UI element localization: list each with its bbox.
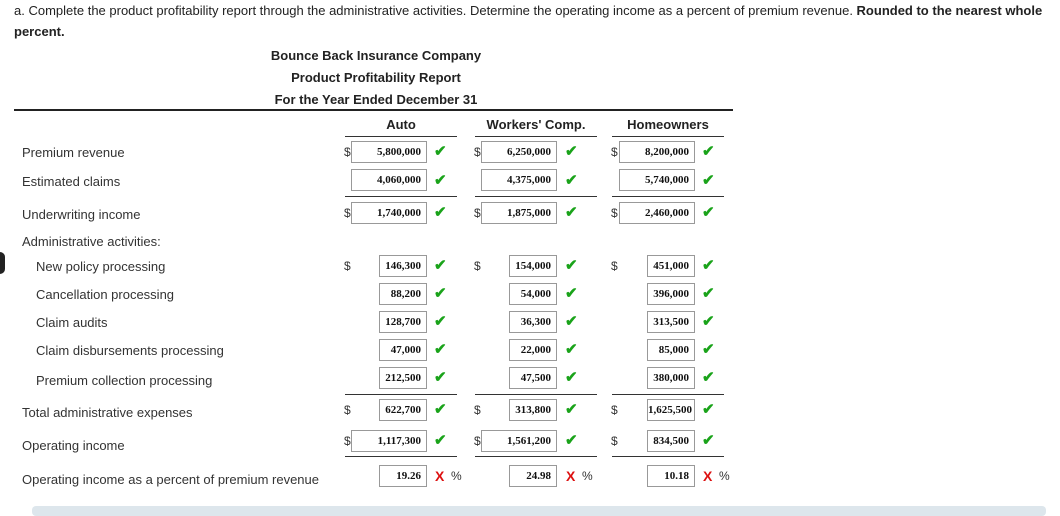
- dollar-sign: $: [611, 206, 618, 220]
- check-icon: ✔: [565, 401, 578, 418]
- check-icon: ✔: [565, 143, 578, 160]
- check-icon: ✔: [565, 313, 578, 330]
- dollar-sign: $: [611, 403, 618, 417]
- check-icon: ✔: [565, 432, 578, 449]
- total-rule: [475, 456, 597, 457]
- dollar-sign: $: [474, 434, 481, 448]
- new-policy-processing-homeowners-input[interactable]: 451,000: [647, 255, 695, 277]
- col-head-homeowners: Homeowners: [627, 117, 709, 132]
- operating-income-workers-comp-input[interactable]: 1,561,200: [481, 430, 557, 452]
- feedback-panel-edge: [32, 506, 1046, 516]
- header-rule: [14, 109, 733, 111]
- check-icon: ✔: [565, 257, 578, 274]
- estimated-claims-workers-comp-input[interactable]: 4,375,000: [481, 169, 557, 191]
- check-icon: ✔: [702, 204, 715, 221]
- dollar-sign: $: [611, 259, 618, 273]
- row-label-cancellation-processing: Cancellation processing: [36, 287, 175, 302]
- subtotal-rule: [612, 394, 724, 395]
- underwriting-income-workers-comp-input[interactable]: 1,875,000: [481, 202, 557, 224]
- question-bold: Rounded to the nearest whole percent.: [14, 3, 1043, 39]
- subtotal-rule: [475, 394, 597, 395]
- check-icon: ✔: [434, 313, 447, 330]
- dollar-sign: $: [474, 145, 481, 159]
- check-icon: ✔: [565, 341, 578, 358]
- cancellation-processing-workers-comp-input[interactable]: 54,000: [509, 283, 557, 305]
- dollar-sign: $: [344, 259, 351, 273]
- operating-income-homeowners-input[interactable]: 834,500: [647, 430, 695, 452]
- dollar-sign: $: [474, 403, 481, 417]
- dollar-sign: $: [474, 206, 481, 220]
- dollar-sign: $: [611, 434, 618, 448]
- report-title: Product Profitability Report: [291, 70, 461, 85]
- check-icon: ✔: [565, 172, 578, 189]
- claim-audits-homeowners-input[interactable]: 313,500: [647, 311, 695, 333]
- x-mark-icon: X: [703, 468, 713, 484]
- check-icon: ✔: [434, 341, 447, 358]
- estimated-claims-auto-input[interactable]: 4,060,000: [351, 169, 427, 191]
- new-policy-processing-workers-comp-input[interactable]: 154,000: [509, 255, 557, 277]
- operating-percent-workers-comp-input[interactable]: 24.98: [509, 465, 557, 487]
- percent-sign: %: [719, 469, 730, 483]
- premium-collection-auto-input[interactable]: 212,500: [379, 367, 427, 389]
- col-rule-auto: [345, 136, 457, 137]
- check-icon: ✔: [434, 257, 447, 274]
- total-admin-auto-input[interactable]: 622,700: [379, 399, 427, 421]
- percent-sign: %: [582, 469, 593, 483]
- check-icon: ✔: [434, 285, 447, 302]
- col-head-workers-comp: Workers' Comp.: [486, 117, 586, 132]
- claim-disbursements-workers-comp-input[interactable]: 22,000: [509, 339, 557, 361]
- dollar-sign: $: [344, 145, 351, 159]
- row-label-premium-revenue: Premium revenue: [22, 145, 125, 160]
- check-icon: ✔: [565, 369, 578, 386]
- premium-revenue-homeowners-input[interactable]: 8,200,000: [619, 141, 695, 163]
- col-head-auto: Auto: [386, 117, 416, 132]
- col-rule-workers-comp: [475, 136, 597, 137]
- subtotal-rule: [345, 394, 457, 395]
- check-icon: ✔: [702, 401, 715, 418]
- dollar-sign: $: [474, 259, 481, 273]
- row-label-total-administrative-expenses: Total administrative expenses: [22, 405, 193, 420]
- premium-collection-homeowners-input[interactable]: 380,000: [647, 367, 695, 389]
- section-heading-administrative-activities: Administrative activities:: [22, 234, 161, 249]
- dollar-sign: $: [344, 403, 351, 417]
- check-icon: ✔: [434, 401, 447, 418]
- percent-sign: %: [451, 469, 462, 483]
- premium-revenue-workers-comp-input[interactable]: 6,250,000: [481, 141, 557, 163]
- claim-disbursements-auto-input[interactable]: 47,000: [379, 339, 427, 361]
- check-icon: ✔: [702, 143, 715, 160]
- check-icon: ✔: [702, 285, 715, 302]
- dollar-sign: $: [344, 206, 351, 220]
- new-policy-processing-auto-input[interactable]: 146,300: [379, 255, 427, 277]
- total-rule: [345, 456, 457, 457]
- col-rule-homeowners: [612, 136, 724, 137]
- cancellation-processing-homeowners-input[interactable]: 396,000: [647, 283, 695, 305]
- check-icon: ✔: [565, 204, 578, 221]
- operating-income-auto-input[interactable]: 1,117,300: [351, 430, 427, 452]
- dollar-sign: $: [611, 145, 618, 159]
- check-icon: ✔: [702, 257, 715, 274]
- premium-collection-workers-comp-input[interactable]: 47,500: [509, 367, 557, 389]
- check-icon: ✔: [702, 432, 715, 449]
- row-label-estimated-claims: Estimated claims: [22, 174, 121, 189]
- premium-revenue-auto-input[interactable]: 5,800,000: [351, 141, 427, 163]
- row-label-claim-disbursements-processing: Claim disbursements processing: [36, 343, 224, 358]
- operating-percent-homeowners-input[interactable]: 10.18: [647, 465, 695, 487]
- row-label-new-policy-processing: New policy processing: [36, 259, 166, 274]
- cancellation-processing-auto-input[interactable]: 88,200: [379, 283, 427, 305]
- x-mark-icon: X: [435, 468, 445, 484]
- left-edge-tab: [0, 252, 5, 274]
- question-text: [14, 0, 1044, 42]
- check-icon: ✔: [702, 172, 715, 189]
- x-mark-icon: X: [566, 468, 576, 484]
- check-icon: ✔: [434, 172, 447, 189]
- report-period: For the Year Ended December 31: [274, 92, 478, 107]
- check-icon: ✔: [434, 432, 447, 449]
- total-admin-homeowners-input[interactable]: 1,625,500: [647, 399, 695, 421]
- underwriting-income-homeowners-input[interactable]: 2,460,000: [619, 202, 695, 224]
- row-label-claim-audits: Claim audits: [36, 315, 108, 330]
- total-admin-workers-comp-input[interactable]: 313,800: [509, 399, 557, 421]
- dollar-sign: $: [344, 434, 351, 448]
- total-rule: [612, 456, 724, 457]
- operating-percent-auto-input[interactable]: 19.26: [379, 465, 427, 487]
- claim-disbursements-homeowners-input[interactable]: 85,000: [647, 339, 695, 361]
- check-icon: ✔: [702, 313, 715, 330]
- company-name: Bounce Back Insurance Company: [270, 48, 482, 63]
- check-icon: ✔: [702, 369, 715, 386]
- check-icon: ✔: [565, 285, 578, 302]
- subtotal-rule: [612, 196, 724, 197]
- row-label-premium-collection-processing: Premium collection processing: [36, 373, 213, 388]
- check-icon: ✔: [434, 369, 447, 386]
- subtotal-rule: [475, 196, 597, 197]
- check-icon: ✔: [434, 204, 447, 221]
- row-label-underwriting-income: Underwriting income: [22, 207, 141, 222]
- question-prefix: a. Complete the product profitability report through the administrative activities. Determine the operating income as a percent of premium revenue.: [14, 3, 857, 18]
- claim-audits-workers-comp-input[interactable]: 36,300: [509, 311, 557, 333]
- row-label-operating-income: Operating income: [22, 438, 125, 453]
- check-icon: ✔: [702, 341, 715, 358]
- subtotal-rule: [345, 196, 457, 197]
- estimated-claims-homeowners-input[interactable]: 5,740,000: [619, 169, 695, 191]
- row-label-operating-income-percent: Operating income as a percent of premium revenue: [22, 472, 319, 487]
- underwriting-income-auto-input[interactable]: 1,740,000: [351, 202, 427, 224]
- claim-audits-auto-input[interactable]: 128,700: [379, 311, 427, 333]
- check-icon: ✔: [434, 143, 447, 160]
